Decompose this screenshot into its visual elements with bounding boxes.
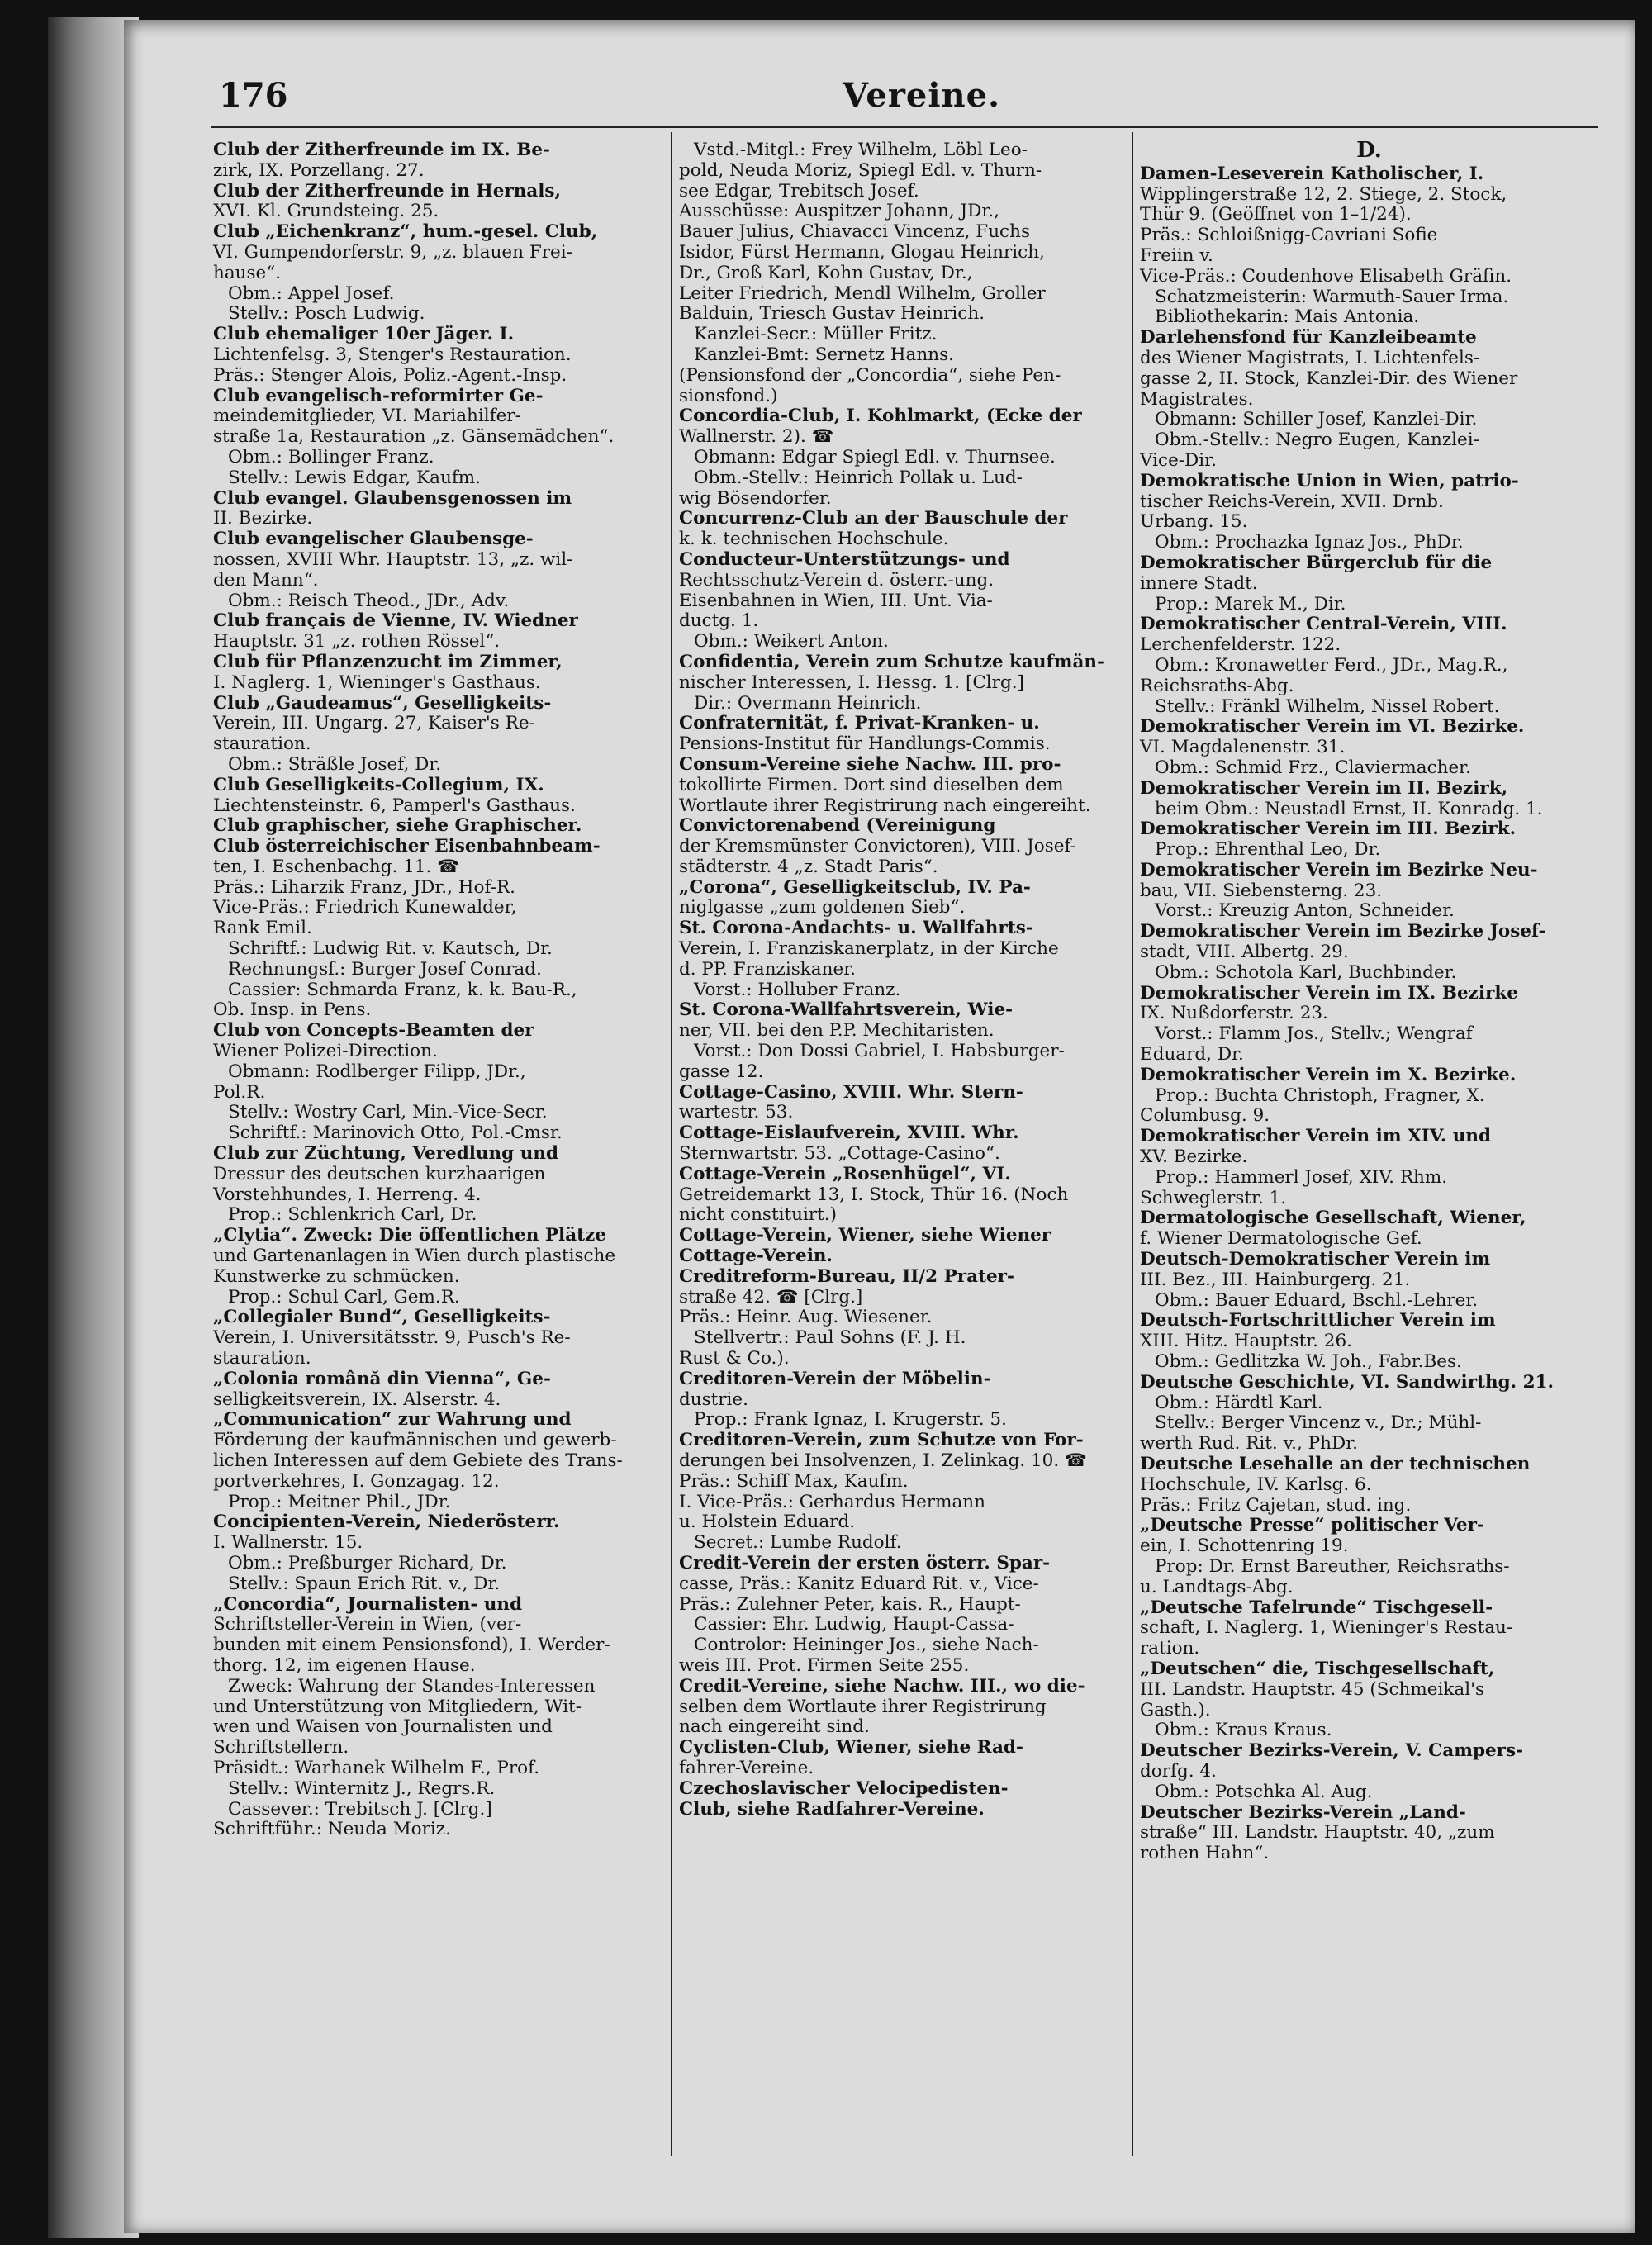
directory-line: Creditreform-Bureau, II/2 Prater- [679,1265,1014,1287]
directory-line: Präsidt.: Warhanek Wilhelm F., Prof. [213,1757,540,1778]
directory-line: Obm.: Bauer Eduard, Bschl.-Lehrer. [1155,1289,1479,1311]
directory-line: Credit-Verein der ersten österr. Spar- [679,1552,1051,1573]
directory-line: Stellv.: Winternitz J., Regrs.R. [228,1777,496,1799]
directory-line: Gasth.). [1140,1699,1211,1721]
directory-line: Schriftf.: Ludwig Rit. v. Kautsch, Dr. [228,938,553,960]
directory-line: der Kremsmünster Convictoren), VIII. Josef- [679,836,1076,857]
directory-line: Obm.: Reisch Theod., JDr., Adv. [228,590,510,611]
directory-line: nossen, XVIII Whr. Hauptstr. 13, „z. wil- [213,548,573,570]
directory-line: und Gartenanlagen in Wien durch plastische [213,1246,616,1267]
directory-line: casse, Präs.: Kanitz Eduard Rit. v., Vice- [679,1573,1039,1594]
directory-line: d. PP. Franziskaner. [679,958,856,980]
directory-line: Wortlaute ihrer Registrirung nach eingereiht. [679,795,1091,816]
directory-line: Verein, I. Franziskanerplatz, in der Kirche [679,938,1059,960]
directory-line: Prop.: Buchta Christoph, Fragner, X. [1155,1085,1485,1106]
directory-line: Kanzlei-Secr.: Müller Fritz. [694,324,938,345]
directory-line: Vice-Präs.: Coudenhove Elisabeth Gräfin. [1140,265,1512,287]
directory-line: Stellv.: Spaun Erich Rit. v., Dr. [228,1573,501,1594]
directory-line: Obm.-Stellv.: Heinrich Pollak u. Lud- [694,467,1023,488]
directory-line: Präs.: Heinr. Aug. Wiesener. [679,1307,933,1328]
directory-line: straße 1a, Restauration „z. Gänsemädchen“. [213,426,615,448]
directory-line: f. Wiener Dermatologische Gef. [1140,1228,1422,1250]
directory-line: Schatzmeisterin: Warmuth-Sauer Irma. [1155,286,1509,307]
directory-line: Prop.: Schul Carl, Gem.R. [228,1286,460,1308]
directory-line: Club graphischer, siehe Graphischer. [213,815,582,837]
directory-line: Schriftsteller-Verein in Wien, (ver- [213,1614,522,1635]
directory-line: Ob. Insp. in Pens. [213,999,372,1021]
directory-line: Vorstehhundes, I. Herreng. 4. [213,1184,482,1205]
directory-line: Prop.: Meitner Phil., JDr. [228,1491,451,1512]
directory-line: ein, I. Schottenring 19. [1140,1535,1349,1557]
directory-line: Deutscher Bezirks-Verein, V. Campers- [1140,1740,1524,1762]
directory-line: Präs.: Zulehner Peter, kais. R., Haupt- [679,1593,1021,1615]
directory-line: tokollirte Firmen. Dort sind dieselben dem [679,774,1064,795]
directory-line: Cottage-Verein, Wiener, siehe Wiener [679,1225,1051,1246]
directory-line: Schriftf.: Marinovich Otto, Pol.-Cmsr. [228,1122,563,1144]
directory-line: Balduin, Triesch Gustav Heinrich. [679,303,985,325]
directory-line: Rechnungsf.: Burger Josef Conrad. [228,958,542,980]
directory-line: Obm.: Gedlitzka W. Joh., Fabr.Bes. [1155,1351,1462,1373]
directory-line: Club der Zitherfreunde im IX. Be- [213,140,550,160]
directory-line: Rank Emil. [213,918,312,939]
directory-line: Club „Gaudeamus“, Geselligkeits- [213,692,552,714]
directory-line: Präs.: Fritz Cajetan, stud. ing. [1140,1494,1412,1516]
directory-line: Schweglerstr. 1. [1140,1187,1287,1208]
directory-line: Vorst.: Holluber Franz. [694,979,901,1000]
directory-line: IX. Nußdorferstr. 23. [1140,1003,1328,1024]
directory-line: Obm.-Stellv.: Negro Eugen, Kanzlei- [1155,430,1479,451]
directory-line: Lerchenfelderstr. 122. [1140,634,1341,656]
directory-line: stauration. [213,1348,311,1369]
directory-line: Darlehensfond für Kanzleibeamte [1140,327,1477,349]
directory-line: Präs.: Stenger Alois, Poliz.-Agent.-Insp. [213,364,567,386]
directory-line: Zweck: Wahrung der Standes-Interessen [228,1675,596,1697]
directory-column-1 [213,140,672,1840]
directory-line: Lichtenfelsg. 3, Stenger's Restauration. [213,344,572,365]
directory-line: wen und Waisen von Journalisten und [213,1716,553,1738]
section-letter: D. [1356,138,1382,163]
directory-line: Convictorenabend (Vereinigung [679,815,996,837]
directory-line: Obm.: Kraus Kraus. [1155,1720,1332,1741]
directory-line: Bibliothekarin: Mais Antonia. [1155,306,1420,328]
directory-line: Verein, III. Ungarg. 27, Kaiser's Re- [213,713,535,734]
directory-line: Obmann: Rodlberger Filipp, JDr., [228,1061,526,1082]
directory-line: Obm.: Appel Josef. [228,282,395,304]
directory-line: Vice-Präs.: Friedrich Kunewalder, [213,897,517,918]
directory-line: II. Bezirke. [213,508,313,529]
directory-line: Demokratischer Verein im IX. Bezirke [1140,982,1518,1004]
directory-line: „Corona“, Geselligkeitsclub, IV. Pa- [679,876,1031,898]
directory-line: Pensions-Institut für Handlungs-Commis. [679,733,1051,755]
directory-line: Schriftstellern. [213,1737,349,1759]
directory-line: Club zur Züchtung, Veredlung und [213,1143,559,1165]
directory-line: nach eingereiht sind. [679,1716,870,1738]
directory-line: St. Corona-Wallfahrtsverein, Wie- [679,999,1014,1021]
directory-line: Club Geselligkeits-Collegium, IX. [213,774,544,795]
directory-line: pold, Neuda Moriz, Spiegl Edl. v. Thurn- [679,159,1042,181]
directory-line: Obm.: Preßburger Richard, Dr. [228,1552,507,1573]
directory-line: Prop.: Marek M., Dir. [1155,593,1346,615]
directory-line: ten, I. Eschenbachg. 11. ☎ [213,856,459,877]
directory-line: thorg. 12, im eigenen Hause. [213,1654,476,1676]
directory-line: stauration. [213,733,311,755]
directory-line: nicht constituirt.) [679,1204,837,1226]
directory-line: „Concordia“, Journalisten- und [213,1593,523,1615]
directory-line: Ausschüsse: Auspitzer Johann, JDr., [679,201,999,222]
directory-line: Cottage-Casino, XVIII. Whr. Stern- [679,1081,1023,1103]
directory-line: Deutsch-Fortschrittlicher Verein im [1140,1310,1496,1331]
directory-line: Stellv.: Wostry Carl, Min.-Vice-Secr. [228,1102,548,1123]
directory-line: Cottage-Verein. [679,1246,833,1267]
directory-line: Obm.: Prochazka Ignaz Jos., PhDr. [1155,532,1464,553]
directory-line: Rust & Co.). [679,1348,790,1369]
directory-line: VI. Magdalenenstr. 31. [1140,737,1346,758]
directory-line: Obmann: Edgar Spiegl Edl. v. Thurnsee. [694,446,1056,468]
directory-line: lichen Interessen auf dem Gebiete des Trans- [213,1450,623,1471]
directory-line: Obm.: Schotola Karl, Buchbinder. [1155,961,1457,983]
directory-line: Leiter Friedrich, Mendl Wilhelm, Groller [679,282,1046,304]
directory-line: Prop.: Ehrenthal Leo, Dr. [1155,839,1381,861]
directory-line: Club der Zitherfreunde in Hernals, [213,180,562,202]
directory-line: Sternwartstr. 53. „Cottage-Casino“. [679,1143,1000,1165]
directory-line: Bauer Julius, Chiavacci Vincenz, Fuchs [679,221,1030,243]
directory-line: gasse 2, II. Stock, Kanzlei-Dir. des Wiener [1140,368,1518,389]
directory-line: Club, siehe Radfahrer-Vereine. [679,1798,985,1820]
directory-line: Präs.: Schloißnigg-Cavriani Sofie [1140,225,1438,246]
directory-line: Cassier: Schmarda Franz, k. k. Bau-R., [228,979,577,1000]
directory-line: Demokratischer Central-Verein, VIII. [1140,614,1507,635]
directory-line: Hauptstr. 31 „z. rothen Rössel“. [213,631,501,653]
directory-line: Demokratischer Verein im Bezirke Josef- [1140,921,1546,942]
directory-line: und Unterstützung von Mitgliedern, Wit- [213,1696,582,1717]
directory-line: städterstr. 4 „z. Stadt Paris“. [679,856,938,877]
directory-line: straße“ III. Landstr. Hauptstr. 40, „zum [1140,1822,1495,1844]
directory-line: Demokratischer Verein im III. Bezirk. [1140,819,1517,840]
directory-line: Deutscher Bezirks-Verein „Land- [1140,1801,1466,1823]
directory-line: Concipienten-Verein, Niederösterr. [213,1512,560,1533]
directory-line: Getreidemarkt 13, I. Stock, Thür 16. (Noch [679,1184,1069,1205]
directory-line: Confraternität, f. Privat-Kranken- u. [679,713,1040,734]
directory-line: Obm.: Weikert Anton. [694,631,889,653]
directory-line: Deutsche Lesehalle an der technischen [1140,1454,1531,1474]
directory-line: Urbang. 15. [1140,511,1248,533]
directory-line: Pol.R. [213,1081,266,1103]
directory-line: wig Bösendorfer. [679,487,832,509]
directory-line: Liechtensteinstr. 6, Pamperl's Gasthaus. [213,795,576,816]
directory-line: gasse 12. [679,1061,764,1082]
directory-line: Prop.: Frank Ignaz, I. Krugerstr. 5. [694,1409,1007,1431]
directory-line: des Wiener Magistrats, I. Lichtenfels- [1140,347,1480,368]
directory-line: beim Obm.: Neustadl Ernst, II. Konradg. 1. [1155,798,1543,819]
directory-line: Förderung der kaufmännischen und gewerb- [213,1430,617,1451]
directory-line: Obm.: Kronawetter Ferd., JDr., Mag.R., [1155,654,1508,676]
directory-line: XIII. Hitz. Hauptstr. 26. [1140,1331,1352,1352]
directory-line: hause“. [213,262,282,283]
directory-line: Dir.: Overmann Heinrich. [694,692,922,714]
directory-line: Vstd.-Mitgl.: Frey Wilhelm, Löbl Leo- [694,140,1028,160]
directory-line: Demokratische Union in Wien, patrio- [1140,470,1519,491]
directory-line: bau, VII. Siebensterng. 23. [1140,880,1383,901]
directory-line: Thür 9. (Geöffnet von 1–1/24). [1140,204,1412,225]
directory-line: u. Holstein Eduard. [679,1512,856,1533]
directory-line: „Clytia“. Zweck: Die öffentlichen Plätze [213,1225,606,1246]
directory-line: k. k. technischen Hochschule. [679,529,949,550]
directory-line: Obm.: Bollinger Franz. [228,446,434,468]
page-number: 176 [219,76,288,115]
directory-line: Cassever.: Trebitsch J. [Clrg.] [228,1798,492,1820]
directory-line: Columbusg. 9. [1140,1105,1270,1127]
directory-line: St. Corona-Andachts- u. Wallfahrts- [679,918,1033,939]
running-head: Vereine. [843,76,1000,115]
directory-line: schaft, I. Naglerg. 1, Wieninger's Restau- [1140,1617,1513,1639]
directory-line: Demokratischer Verein im Bezirke Neu- [1140,859,1538,880]
directory-line: rothen Hahn“. [1140,1843,1270,1864]
directory-line: dustrie. [679,1388,748,1410]
directory-line: selben dem Wortlaute ihrer Registrirung [679,1696,1047,1717]
directory-line: Club „Eichenkranz“, hum.-gesel. Club, [213,221,598,243]
directory-line: Hochschule, IV. Karlsg. 6. [1140,1474,1372,1495]
directory-line: Kanzlei-Bmt: Sernetz Hanns. [694,344,954,365]
directory-line: derungen bei Insolvenzen, I. Zelinkag. 10. ☎ [679,1450,1087,1471]
directory-line: Club ehemaliger 10er Jäger. I. [213,324,515,345]
directory-line: Club für Pflanzenzucht im Zimmer, [213,651,563,672]
directory-line: Magistrates. [1140,388,1254,410]
directory-line: Freiin v. [1140,244,1213,266]
directory-line: Controlor: Heininger Jos., siehe Nach- [694,1635,1039,1656]
directory-line: Concurrenz-Club an der Bauschule der [679,508,1068,529]
directory-line: Obm.: Schmid Frz., Claviermacher. [1155,757,1471,778]
directory-line: Club evangelischer Glaubensge- [213,529,534,550]
directory-line: weis III. Prot. Firmen Seite 255. [679,1654,970,1676]
directory-column-3 [1140,140,1598,1864]
directory-line: Wiener Polizei-Direction. [213,1041,438,1062]
directory-line: nischer Interessen, I. Hessg. 1. [Clrg.] [679,672,1024,693]
directory-line: Cassier: Ehr. Ludwig, Haupt-Cassa- [694,1614,1014,1635]
directory-line: Obm.: Potschka Al. Aug. [1155,1781,1373,1802]
directory-line: Creditoren-Verein, zum Schutze von For- [679,1430,1084,1451]
directory-line: Vorst.: Don Dossi Gabriel, I. Habsburger- [694,1041,1065,1062]
directory-line: Präs.: Schiff Max, Kaufm. [679,1470,909,1492]
directory-line: „Colonia română din Vienna“, Ge- [213,1368,551,1389]
directory-line: III. Bez., III. Hainburgerg. 21. [1140,1269,1411,1290]
directory-line: ductg. 1. [679,610,759,632]
directory-line: portverkehres, I. Gonzagag. 12. [213,1470,500,1492]
directory-line: u. Landtags-Abg. [1140,1576,1294,1597]
directory-line: Wipplingerstraße 12, 2. Stiege, 2. Stock, [1140,183,1507,205]
directory-line: Vorst.: Kreuzig Anton, Schneider. [1155,900,1455,922]
directory-line: werth Rud. Rit. v., PhDr. [1140,1433,1358,1455]
directory-line: sionsfond.) [679,385,778,406]
directory-line: Reichsraths-Abg. [1140,675,1294,696]
directory-line: XVI. Kl. Grundsteing. 25. [213,201,439,222]
directory-line: Schriftführ.: Neuda Moriz. [213,1819,451,1840]
directory-line: Obm.: Sträßle Josef, Dr. [228,753,442,775]
directory-line: Obmann: Schiller Josef, Kanzlei-Dir. [1155,409,1478,430]
directory-line: wartestr. 53. [679,1102,794,1123]
directory-column-2 [679,140,1137,1820]
directory-line: „Communication“ zur Wahrung und [213,1409,572,1431]
directory-line: Cottage-Verein „Rosenhügel“, VI. [679,1163,1011,1184]
directory-line: Obm.: Härdtl Karl. [1155,1392,1323,1413]
directory-line: bunden mit einem Pensionsfond), I. Werder- [213,1635,610,1656]
directory-line: „Deutsche Tafelrunde“ Tischgesell- [1140,1597,1493,1618]
directory-line: see Edgar, Trebitsch Josef. [679,180,919,202]
directory-line: Demokratischer Bürgerclub für die [1140,552,1493,573]
directory-line: VI. Gumpendorferstr. 9, „z. blauen Frei- [213,241,572,263]
directory-line: Prop.: Hammerl Josef, XIV. Rhm. [1155,1166,1448,1188]
directory-line: Czechoslavischer Velocipedisten- [679,1777,1009,1799]
directory-line: III. Landstr. Hauptstr. 45 (Schmeikal's [1140,1678,1485,1700]
directory-line: I. Wallnerstr. 15. [213,1532,363,1554]
directory-line: stadt, VIII. Albertg. 29. [1140,942,1349,963]
directory-line: zirk, IX. Porzellang. 27. [213,159,425,181]
directory-line: straße 42. ☎ [Clrg.] [679,1286,863,1308]
directory-line: Stellvertr.: Paul Sohns (F. J. H. [694,1327,966,1349]
directory-line: Dr., Groß Karl, Kohn Gustav, Dr., [679,262,973,283]
directory-line: den Mann“. [213,569,319,591]
directory-line: innere Stadt. [1140,572,1258,594]
directory-line: Dressur des deutschen kurzhaarigen [213,1163,546,1184]
directory-line: tischer Reichs-Verein, XVII. Drnb. [1140,491,1444,512]
directory-line: dorfg. 4. [1140,1760,1217,1782]
directory-line: Demokratischer Verein im XIV. und [1140,1126,1491,1147]
directory-line: Demokratischer Verein im II. Bezirk, [1140,777,1508,799]
directory-line: Stellv.: Berger Vincenz v., Dr.; Mühl- [1155,1412,1482,1434]
directory-line: Club von Concepts-Beamten der [213,1020,534,1042]
directory-line: Eduard, Dr. [1140,1044,1244,1066]
directory-line: Club français de Vienne, IV. Wiedner [213,610,578,632]
directory-line: Vorst.: Flamm Jos., Stellv.; Wengraf [1155,1023,1473,1045]
directory-line: Demokratischer Verein im X. Bezirke. [1140,1064,1517,1085]
directory-line: Eisenbahnen in Wien, III. Unt. Via- [679,590,993,611]
directory-line: Secret.: Lumbe Rudolf. [694,1532,902,1554]
directory-line: Deutsche Geschichte, VI. Sandwirthg. 21. [1140,1371,1555,1393]
directory-line: ration. [1140,1638,1200,1659]
directory-line: Prop: Dr. Ernst Bareuther, Reichsraths- [1155,1555,1510,1577]
directory-line: ner, VII. bei den P.P. Mechitaristen. [679,1020,995,1042]
directory-line: Concordia-Club, I. Kohlmarkt, (Ecke der [679,406,1082,427]
directory-line: Demokratischer Verein im VI. Bezirke. [1140,716,1525,738]
directory-line: Stellv.: Fränkl Wilhelm, Nissel Robert. [1155,695,1500,717]
directory-line: Club österreichischer Eisenbahnbeam- [213,836,601,857]
directory-line: Conducteur-Unterstützungs- und [679,548,1010,570]
header-rule [211,126,1598,128]
directory-line: „Collegialer Bund“, Geselligkeits- [213,1307,551,1328]
directory-line: Prop.: Schlenkrich Carl, Dr. [228,1204,477,1226]
directory-line: Club evangelisch-reformirter Ge- [213,385,544,406]
directory-line: I. Vice-Präs.: Gerhardus Hermann [679,1491,985,1512]
directory-line: Rechtsschutz-Verein d. österr.-ung. [679,569,995,591]
directory-line: Wallnerstr. 2). ☎ [679,426,834,448]
directory-line: Credit-Vereine, siehe Nachw. III., wo die- [679,1675,1085,1697]
directory-line: Cottage-Eislaufverein, XVIII. Whr. [679,1122,1019,1144]
directory-line: Kunstwerke zu schmücken. [213,1265,460,1287]
directory-line: meindemitglieder, VI. Mariahilfer- [213,406,521,427]
directory-line: Creditoren-Verein der Möbelin- [679,1368,991,1389]
directory-line: Vice-Dir. [1140,449,1217,471]
directory-line: Stellv.: Lewis Edgar, Kaufm. [228,467,482,488]
directory-line: XV. Bezirke. [1140,1146,1248,1168]
directory-line: Isidor, Fürst Hermann, Glogau Heinrich, [679,241,1045,263]
directory-line: I. Naglerg. 1, Wieninger's Gasthaus. [213,672,541,693]
directory-line: Präs.: Liharzik Franz, JDr., Hof-R. [213,876,515,898]
directory-line: selligkeitsverein, IX. Alserstr. 4. [213,1388,501,1410]
directory-line: „Deutsche Presse“ politischer Ver- [1140,1515,1484,1536]
directory-line: Cyclisten-Club, Wiener, siehe Rad- [679,1737,1023,1759]
directory-line: Deutsch-Demokratischer Verein im [1140,1249,1491,1270]
directory-line: Dermatologische Gesellschaft, Wiener, [1140,1208,1526,1229]
directory-line: „Deutschen“ die, Tischgesellschaft, [1140,1658,1495,1679]
directory-line: niglgasse „zum goldenen Sieb“. [679,897,966,918]
directory-line: Damen-Leseverein Katholischer, I. [1140,163,1484,184]
directory-line: Stellv.: Posch Ludwig. [228,303,425,325]
directory-line: Club evangel. Glaubensgenossen im [213,487,572,509]
directory-line: fahrer-Vereine. [679,1757,814,1778]
directory-line: Verein, I. Universitätsstr. 9, Pusch's Re- [213,1327,571,1349]
directory-line: (Pensionsfond der „Concordia“, siehe Pen- [679,364,1061,386]
directory-line: Confidentia, Verein zum Schutze kaufmän- [679,651,1104,672]
directory-line: Consum-Vereine siehe Nachw. III. pro- [679,753,1061,775]
